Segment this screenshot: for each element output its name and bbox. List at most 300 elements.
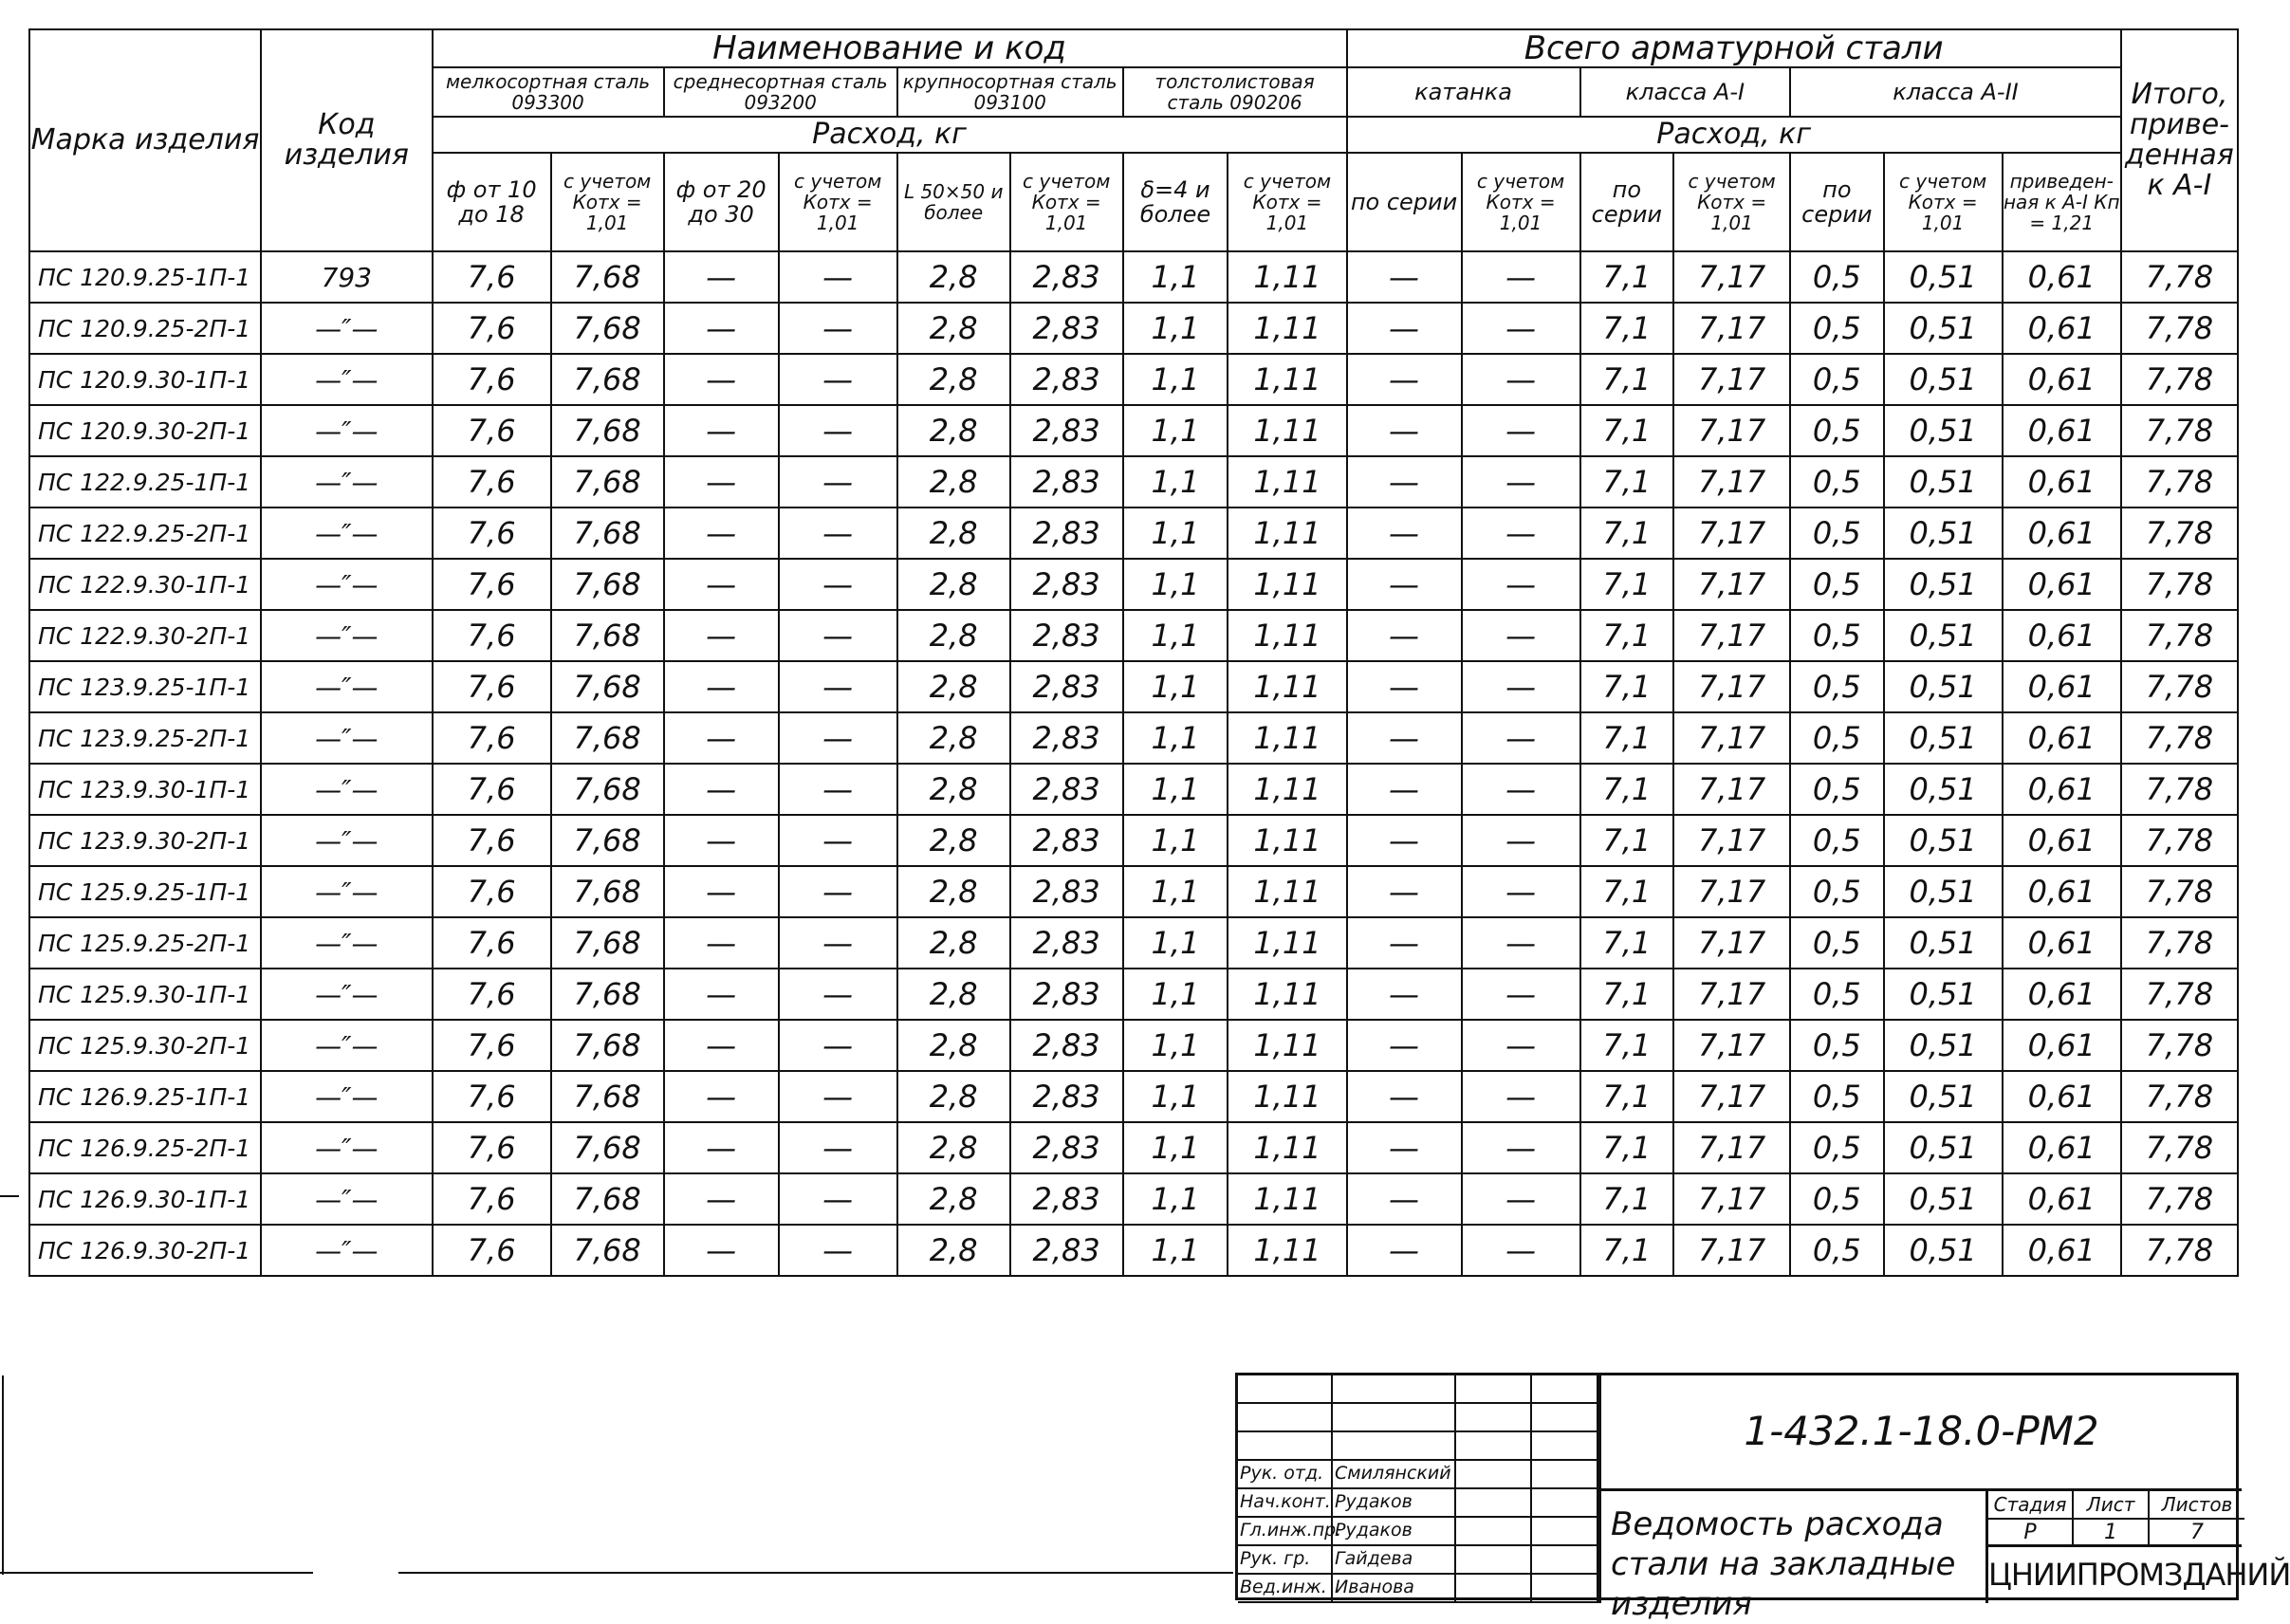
row-value: — xyxy=(1347,354,1462,405)
signature-cell: Рудаков xyxy=(1333,1518,1456,1544)
row-value: — xyxy=(1347,251,1462,303)
row-value: 1,11 xyxy=(1228,251,1346,303)
row-value: — xyxy=(1462,1173,1580,1225)
header-col-3: ф от 20 до 30 xyxy=(664,153,779,251)
signature-cell: Гайдева xyxy=(1333,1546,1456,1573)
row-value: 7,1 xyxy=(1580,917,1673,969)
row-value: 0,61 xyxy=(2003,559,2121,610)
row-value: 1,11 xyxy=(1228,1020,1346,1071)
row-value: 7,68 xyxy=(551,610,664,661)
row-value: 7,78 xyxy=(2121,251,2238,303)
row-value: 7,1 xyxy=(1580,354,1673,405)
row-value: 7,78 xyxy=(2121,559,2238,610)
row-value: 7,17 xyxy=(1673,456,1790,508)
row-value: 1,1 xyxy=(1123,1173,1228,1225)
row-value: 7,6 xyxy=(433,917,551,969)
row-value: 7,68 xyxy=(551,969,664,1020)
row-value: 7,78 xyxy=(2121,1071,2238,1122)
row-value: 2,8 xyxy=(897,303,1010,354)
row-value: 1,11 xyxy=(1228,405,1346,456)
signature-cell xyxy=(1456,1461,1532,1487)
row-value: 7,1 xyxy=(1580,815,1673,866)
row-value: 0,61 xyxy=(2003,354,2121,405)
row-value: 0,61 xyxy=(2003,712,2121,764)
title-block xyxy=(1235,1373,2290,1623)
row-value: 7,68 xyxy=(551,815,664,866)
row-value: — xyxy=(779,1173,897,1225)
row-value: 7,78 xyxy=(2121,712,2238,764)
row-value: 7,78 xyxy=(2121,610,2238,661)
row-value: 1,1 xyxy=(1123,303,1228,354)
row-value: 1,1 xyxy=(1123,712,1228,764)
row-value: 0,51 xyxy=(1884,764,2003,815)
row-value: — xyxy=(664,405,779,456)
row-value: 7,78 xyxy=(2121,1173,2238,1225)
row-value: — xyxy=(664,815,779,866)
row-value: — xyxy=(1347,969,1462,1020)
row-value: 1,11 xyxy=(1228,559,1346,610)
signature-row xyxy=(1238,1546,1598,1575)
row-value: 7,6 xyxy=(433,405,551,456)
row-value: 2,8 xyxy=(897,405,1010,456)
table-row xyxy=(29,303,2238,354)
row-value: — xyxy=(664,917,779,969)
row-value: — xyxy=(779,1020,897,1071)
row-value: 7,17 xyxy=(1673,661,1790,712)
row-code: 793 xyxy=(261,251,432,303)
row-value: 1,1 xyxy=(1123,1020,1228,1071)
row-value: 2,83 xyxy=(1010,815,1123,866)
row-value: 1,11 xyxy=(1228,712,1346,764)
row-value: 2,83 xyxy=(1010,405,1123,456)
signature-cell xyxy=(1532,1518,1598,1544)
row-value: — xyxy=(1462,251,1580,303)
row-value: — xyxy=(1347,815,1462,866)
row-value: 2,8 xyxy=(897,251,1010,303)
row-value: 7,68 xyxy=(551,508,664,559)
row-value: — xyxy=(664,1122,779,1173)
header-tolsto: толстолистовая сталь 090206 xyxy=(1123,67,1347,117)
row-value: 7,78 xyxy=(2121,354,2238,405)
row-value: 2,8 xyxy=(897,866,1010,917)
row-value: 2,8 xyxy=(897,354,1010,405)
row-value: 0,5 xyxy=(1790,1225,1883,1276)
row-value: — xyxy=(1347,917,1462,969)
row-mark: ПС 123.9.25-1П-1 xyxy=(29,661,261,712)
row-value: — xyxy=(1347,303,1462,354)
row-value: — xyxy=(1462,1071,1580,1122)
row-value: 0,5 xyxy=(1790,508,1883,559)
row-code: —″— xyxy=(261,610,432,661)
row-value: 1,1 xyxy=(1123,559,1228,610)
signature-cell xyxy=(1333,1404,1456,1430)
row-value: 1,1 xyxy=(1123,251,1228,303)
row-value: — xyxy=(664,559,779,610)
row-value: — xyxy=(779,251,897,303)
row-code: —″— xyxy=(261,1225,432,1276)
header-col-12: с учетом Котх = 1,01 xyxy=(1673,153,1790,251)
row-code: —″— xyxy=(261,712,432,764)
row-value: 7,1 xyxy=(1580,764,1673,815)
signature-cell: Рук. отд. xyxy=(1238,1461,1333,1487)
row-value: 0,51 xyxy=(1884,405,2003,456)
row-value: 0,5 xyxy=(1790,559,1883,610)
row-code: —″— xyxy=(261,456,432,508)
row-value: — xyxy=(664,1225,779,1276)
row-value: 0,5 xyxy=(1790,354,1883,405)
row-value: 2,8 xyxy=(897,456,1010,508)
row-value: — xyxy=(1462,866,1580,917)
signature-cell: Нач.конт. xyxy=(1238,1489,1333,1516)
row-value: 0,51 xyxy=(1884,610,2003,661)
row-value: — xyxy=(664,866,779,917)
margin-mark xyxy=(0,1195,19,1197)
row-value: 7,68 xyxy=(551,661,664,712)
row-value: — xyxy=(664,969,779,1020)
sheets-header: Листов xyxy=(2161,1493,2233,1516)
row-value: 7,6 xyxy=(433,508,551,559)
row-value: 7,6 xyxy=(433,456,551,508)
row-value: 1,11 xyxy=(1228,917,1346,969)
signature-cell xyxy=(1238,1432,1333,1459)
row-mark: ПС 126.9.25-1П-1 xyxy=(29,1071,261,1122)
row-mark: ПС 120.9.25-1П-1 xyxy=(29,251,261,303)
row-code: —″— xyxy=(261,764,432,815)
signature-row xyxy=(1238,1404,1598,1432)
table-row xyxy=(29,764,2238,815)
header-col-14: с учетом Котх = 1,01 xyxy=(1884,153,2003,251)
row-value: 7,1 xyxy=(1580,1173,1673,1225)
row-value: — xyxy=(779,712,897,764)
document-code: 1-432.1-18.0-РМ2 xyxy=(1598,1375,2242,1491)
header-col-15: приведен-ная к А-I Кп = 1,21 xyxy=(2003,153,2121,251)
row-value: 2,8 xyxy=(897,969,1010,1020)
signature-cell: Иванова xyxy=(1333,1575,1456,1601)
row-value: 2,83 xyxy=(1010,969,1123,1020)
row-value: 1,11 xyxy=(1228,303,1346,354)
row-value: 7,6 xyxy=(433,661,551,712)
row-value: 2,83 xyxy=(1010,866,1123,917)
row-value: 7,1 xyxy=(1580,456,1673,508)
row-value: 2,8 xyxy=(897,1071,1010,1122)
row-value: — xyxy=(1462,1225,1580,1276)
table-row xyxy=(29,1122,2238,1173)
row-value: 0,61 xyxy=(2003,764,2121,815)
row-value: 7,68 xyxy=(551,405,664,456)
row-mark: ПС 122.9.30-2П-1 xyxy=(29,610,261,661)
row-code: —″— xyxy=(261,559,432,610)
row-value: 7,68 xyxy=(551,866,664,917)
signature-cell xyxy=(1333,1375,1456,1402)
row-value: 2,8 xyxy=(897,1173,1010,1225)
row-value: — xyxy=(779,456,897,508)
table-row xyxy=(29,1020,2238,1071)
row-value: 2,83 xyxy=(1010,251,1123,303)
row-value: — xyxy=(664,303,779,354)
row-value: 1,11 xyxy=(1228,1122,1346,1173)
row-value: 7,6 xyxy=(433,1071,551,1122)
row-value: 0,61 xyxy=(2003,508,2121,559)
row-value: — xyxy=(1347,559,1462,610)
row-value: 0,51 xyxy=(1884,661,2003,712)
row-value: 7,17 xyxy=(1673,303,1790,354)
row-value: — xyxy=(664,1071,779,1122)
signature-cell xyxy=(1456,1518,1532,1544)
row-value: 0,51 xyxy=(1884,456,2003,508)
row-mark: ПС 125.9.25-1П-1 xyxy=(29,866,261,917)
row-value: 1,11 xyxy=(1228,1225,1346,1276)
row-value: 7,78 xyxy=(2121,815,2238,866)
row-value: 2,83 xyxy=(1010,764,1123,815)
row-value: 0,61 xyxy=(2003,1225,2121,1276)
row-value: 0,61 xyxy=(2003,661,2121,712)
header-klass2: класса А-II xyxy=(1790,67,2121,117)
row-code: —″— xyxy=(261,405,432,456)
row-mark: ПС 123.9.30-1П-1 xyxy=(29,764,261,815)
row-value: 7,68 xyxy=(551,1122,664,1173)
header-col-11: по серии xyxy=(1580,153,1673,251)
table-row xyxy=(29,712,2238,764)
row-value: 0,51 xyxy=(1884,1225,2003,1276)
steel-consumption-table xyxy=(28,28,2239,1277)
row-value: 1,1 xyxy=(1123,456,1228,508)
row-value: 0,5 xyxy=(1790,764,1883,815)
row-value: — xyxy=(664,456,779,508)
row-value: 7,1 xyxy=(1580,559,1673,610)
row-value: 0,61 xyxy=(2003,1122,2121,1173)
row-value: 7,17 xyxy=(1673,1225,1790,1276)
row-mark: ПС 122.9.30-1П-1 xyxy=(29,559,261,610)
row-value: 7,17 xyxy=(1673,1122,1790,1173)
row-value: 0,61 xyxy=(2003,917,2121,969)
sheet-value: 1 xyxy=(2074,1518,2150,1544)
signature-cell xyxy=(1333,1432,1456,1459)
row-value: 1,11 xyxy=(1228,866,1346,917)
signature-cell xyxy=(1456,1432,1532,1459)
row-value: — xyxy=(1462,610,1580,661)
row-value: 1,11 xyxy=(1228,456,1346,508)
table-row xyxy=(29,815,2238,866)
row-value: 0,51 xyxy=(1884,559,2003,610)
row-value: — xyxy=(1462,764,1580,815)
signature-cell: Гл.инж.пр. xyxy=(1238,1518,1333,1544)
header-rashod-1: Расход, кг xyxy=(433,117,1347,153)
row-value: 2,8 xyxy=(897,712,1010,764)
row-value: 2,83 xyxy=(1010,917,1123,969)
row-value: 7,17 xyxy=(1673,764,1790,815)
signature-cell xyxy=(1238,1375,1333,1402)
row-value: — xyxy=(664,354,779,405)
row-value: 1,1 xyxy=(1123,866,1228,917)
signature-cell: Рук. гр. xyxy=(1238,1546,1333,1573)
table-body xyxy=(29,251,2238,1276)
row-value: 7,68 xyxy=(551,559,664,610)
row-value: 0,5 xyxy=(1790,661,1883,712)
row-value: 0,5 xyxy=(1790,610,1883,661)
row-mark: ПС 120.9.30-2П-1 xyxy=(29,405,261,456)
row-value: 0,5 xyxy=(1790,815,1883,866)
row-code: —″— xyxy=(261,661,432,712)
row-value: 0,5 xyxy=(1790,712,1883,764)
margin-line xyxy=(2,1375,4,1575)
row-value: 2,83 xyxy=(1010,712,1123,764)
row-value: 7,68 xyxy=(551,354,664,405)
row-value: — xyxy=(779,917,897,969)
row-value: 7,68 xyxy=(551,1020,664,1071)
row-value: 0,5 xyxy=(1790,917,1883,969)
row-value: — xyxy=(1347,1173,1462,1225)
row-mark: ПС 125.9.25-2П-1 xyxy=(29,917,261,969)
row-value: 2,8 xyxy=(897,559,1010,610)
row-value: — xyxy=(779,1122,897,1173)
row-value: 0,5 xyxy=(1790,456,1883,508)
row-value: 0,5 xyxy=(1790,866,1883,917)
row-mark: ПС 126.9.25-2П-1 xyxy=(29,1122,261,1173)
row-value: 1,1 xyxy=(1123,1071,1228,1122)
row-value: 0,61 xyxy=(2003,815,2121,866)
row-value: — xyxy=(1462,559,1580,610)
row-code: —″— xyxy=(261,815,432,866)
row-value: — xyxy=(1347,1020,1462,1071)
row-value: — xyxy=(779,559,897,610)
row-value: 1,1 xyxy=(1123,969,1228,1020)
table-row xyxy=(29,456,2238,508)
table-row xyxy=(29,354,2238,405)
row-value: 0,61 xyxy=(2003,405,2121,456)
row-code: —″— xyxy=(261,917,432,969)
row-value: 1,1 xyxy=(1123,815,1228,866)
header-marka: Марка изделия xyxy=(29,29,261,251)
row-value: 7,17 xyxy=(1673,354,1790,405)
row-value: 7,68 xyxy=(551,456,664,508)
row-value: 2,83 xyxy=(1010,1173,1123,1225)
row-value: 2,83 xyxy=(1010,354,1123,405)
row-value: 7,1 xyxy=(1580,405,1673,456)
row-value: — xyxy=(1462,405,1580,456)
row-value: — xyxy=(779,508,897,559)
signature-cell: Вед.инж. xyxy=(1238,1575,1333,1601)
row-value: 0,51 xyxy=(1884,815,2003,866)
signature-cell: Смилянский xyxy=(1333,1461,1456,1487)
row-value: — xyxy=(1347,610,1462,661)
row-value: 7,17 xyxy=(1673,1071,1790,1122)
signature-row xyxy=(1238,1489,1598,1518)
row-value: — xyxy=(1462,1020,1580,1071)
row-mark: ПС 122.9.25-1П-1 xyxy=(29,456,261,508)
stage-value: Р xyxy=(1988,1518,2074,1544)
row-value: 0,61 xyxy=(2003,1071,2121,1122)
row-value: 0,5 xyxy=(1790,1173,1883,1225)
table-row xyxy=(29,559,2238,610)
row-value: — xyxy=(1462,354,1580,405)
row-value: — xyxy=(1462,303,1580,354)
row-value: 7,6 xyxy=(433,764,551,815)
table-row xyxy=(29,251,2238,303)
row-value: — xyxy=(1462,1122,1580,1173)
row-value: 1,11 xyxy=(1228,610,1346,661)
row-value: — xyxy=(1462,712,1580,764)
row-value: — xyxy=(1462,815,1580,866)
header-itogo: Итого, приве-денная к А-I xyxy=(2121,29,2238,251)
row-value: 7,78 xyxy=(2121,1225,2238,1276)
row-value: 7,6 xyxy=(433,712,551,764)
header-klass1: класса А-I xyxy=(1580,67,1790,117)
row-value: 1,1 xyxy=(1123,764,1228,815)
stage-header: Стадия xyxy=(1988,1491,2074,1518)
row-value: — xyxy=(664,251,779,303)
row-value: 0,51 xyxy=(1884,1071,2003,1122)
row-value: 2,8 xyxy=(897,1122,1010,1173)
table-row xyxy=(29,508,2238,559)
row-value: 7,78 xyxy=(2121,508,2238,559)
row-mark: ПС 123.9.25-2П-1 xyxy=(29,712,261,764)
row-value: — xyxy=(1347,1071,1462,1122)
header-col-1: ф от 10 до 18 xyxy=(433,153,551,251)
header-col-8: с учетом Котх = 1,01 xyxy=(1228,153,1346,251)
table-row xyxy=(29,661,2238,712)
signature-cell xyxy=(1532,1404,1598,1430)
table-row xyxy=(29,1173,2238,1225)
row-code: —″— xyxy=(261,969,432,1020)
row-value: 7,1 xyxy=(1580,712,1673,764)
row-value: 2,83 xyxy=(1010,508,1123,559)
row-value: 1,11 xyxy=(1228,969,1346,1020)
signature-row xyxy=(1238,1432,1598,1461)
row-value: — xyxy=(1347,866,1462,917)
table-row xyxy=(29,1225,2238,1276)
row-value: 7,1 xyxy=(1580,969,1673,1020)
stage-box xyxy=(1985,1491,2242,1544)
row-value: 2,83 xyxy=(1010,1071,1123,1122)
header-col-7: δ=4 и более xyxy=(1123,153,1228,251)
row-value: — xyxy=(1347,1122,1462,1173)
header-col-13: по серии xyxy=(1790,153,1883,251)
row-value: 0,51 xyxy=(1884,1122,2003,1173)
row-value: 0,5 xyxy=(1790,303,1883,354)
table-row xyxy=(29,866,2238,917)
row-value: — xyxy=(664,712,779,764)
row-value: 0,51 xyxy=(1884,866,2003,917)
row-value: 0,51 xyxy=(1884,303,2003,354)
header-sredne: среднесортная сталь 093200 xyxy=(664,67,897,117)
row-value: 7,6 xyxy=(433,969,551,1020)
header-col-6: с учетом Котх = 1,01 xyxy=(1010,153,1123,251)
row-value: 1,1 xyxy=(1123,354,1228,405)
row-value: 7,6 xyxy=(433,251,551,303)
row-value: 0,61 xyxy=(2003,251,2121,303)
table-row xyxy=(29,1071,2238,1122)
row-value: 2,8 xyxy=(897,764,1010,815)
row-value: 2,83 xyxy=(1010,559,1123,610)
row-value: — xyxy=(779,969,897,1020)
row-value: 7,68 xyxy=(551,712,664,764)
signature-row xyxy=(1238,1375,1598,1404)
row-value: 7,17 xyxy=(1673,251,1790,303)
row-value: 7,6 xyxy=(433,610,551,661)
row-code: —″— xyxy=(261,1071,432,1122)
row-value: 2,83 xyxy=(1010,661,1123,712)
row-value: 0,5 xyxy=(1790,1122,1883,1173)
row-value: 7,1 xyxy=(1580,508,1673,559)
row-value: 0,51 xyxy=(1884,917,2003,969)
row-value: 7,17 xyxy=(1673,610,1790,661)
row-value: 7,17 xyxy=(1673,559,1790,610)
row-value: — xyxy=(1462,661,1580,712)
row-value: 2,8 xyxy=(897,815,1010,866)
row-mark: ПС 120.9.30-1П-1 xyxy=(29,354,261,405)
row-value: 7,78 xyxy=(2121,764,2238,815)
row-value: 1,1 xyxy=(1123,508,1228,559)
